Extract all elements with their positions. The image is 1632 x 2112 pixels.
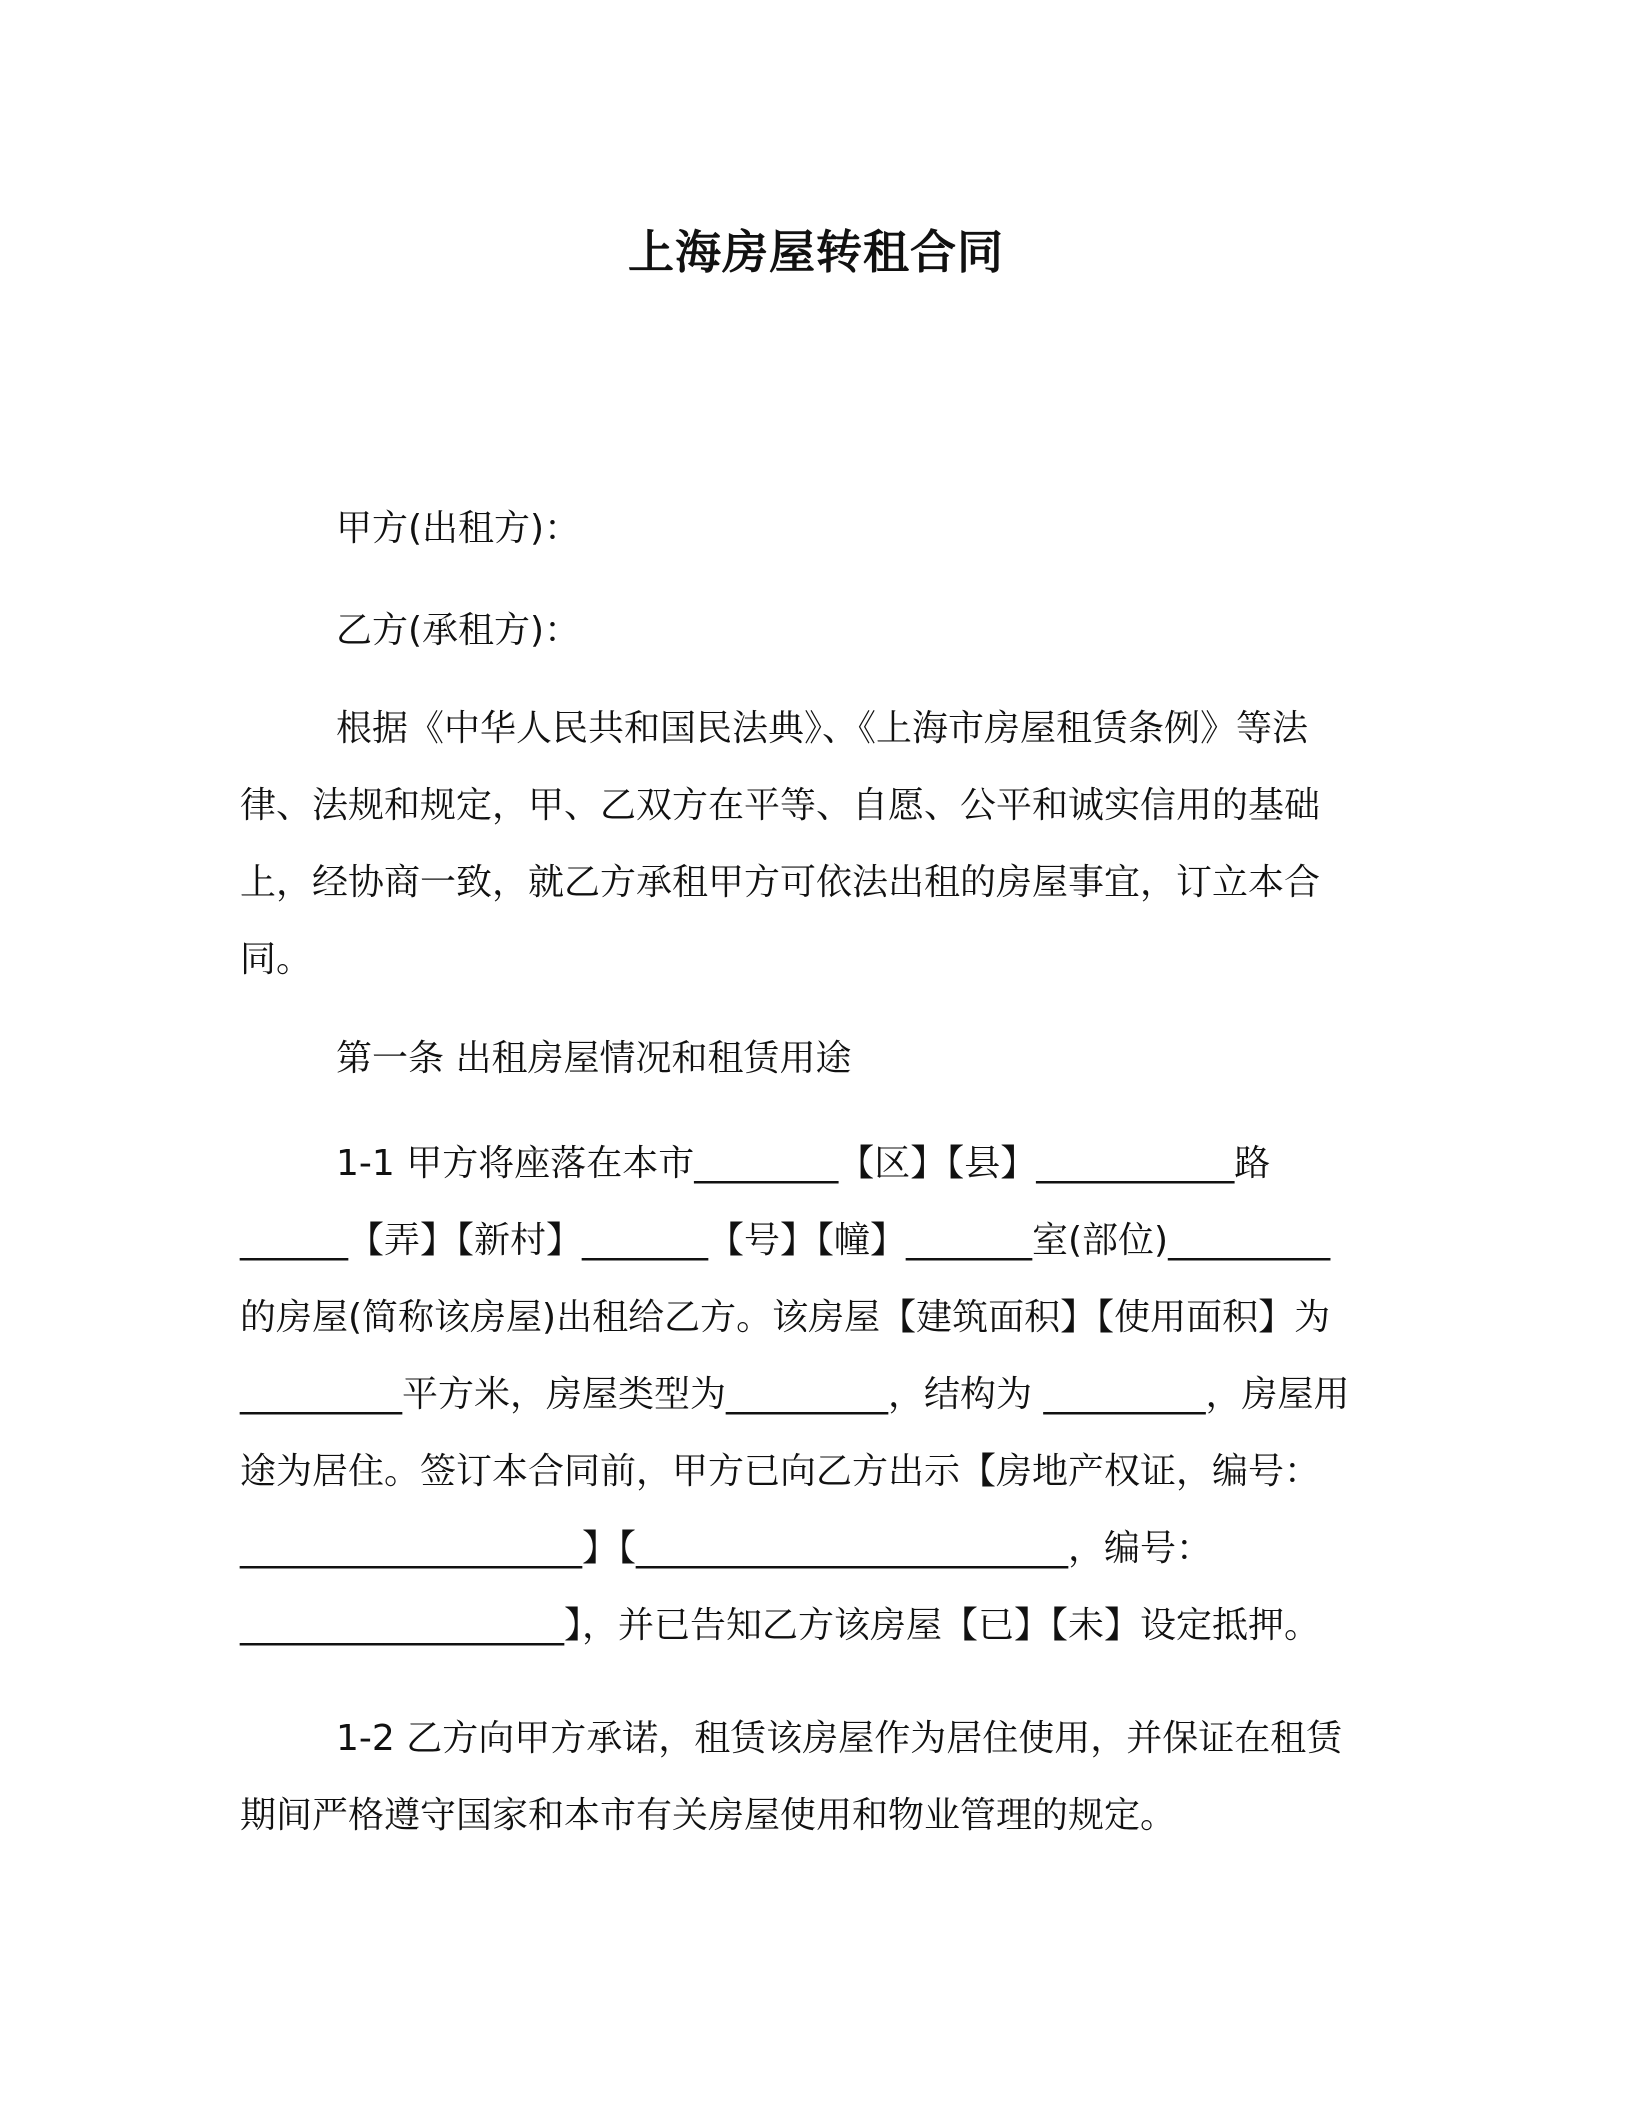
section-heading: 第一条 出租房屋情况和租赁用途 <box>336 1038 852 1079</box>
paragraph-line: 1-1 甲方将座落在本市________【区】【县】___________路 <box>336 1143 1271 1184</box>
paragraph-line: 律、法规和规定，甲、乙双方在平等、自愿、公平和诚实信用的基础 <box>240 785 1321 826</box>
intro-paragraph <box>240 690 1380 998</box>
paragraph-line: 同。 <box>240 939 313 980</box>
paragraph-line: __________________】，并已告知乙方该房屋【已】【未】设定抵押。 <box>240 1605 1321 1646</box>
paragraph-line: ___________________】【________________________，编号： <box>240 1528 1213 1569</box>
paragraph-line: 根据《中华人民共和国民法典》、《上海市房屋租赁条例》等法 <box>336 708 1309 749</box>
document-title: 上海房屋转租合同 <box>628 225 1004 279</box>
party-a-label: 甲方(出租方)： <box>336 508 581 549</box>
paragraph-line: 上，经协商一致，就乙方承租甲方可依法出租的房屋事宜，订立本合 <box>240 862 1321 903</box>
paragraph-line: ______【弄】【新村】_______【号】【幢】_______室(部位)_________ <box>240 1220 1331 1261</box>
party-b-line <box>240 592 1380 669</box>
article-1-heading <box>240 1020 1380 1097</box>
party-a-line <box>240 490 1380 567</box>
clause-1-1 <box>240 1125 1380 1664</box>
paragraph-line: 1-2 乙方向甲方承诺，租赁该房屋作为居住使用，并保证在租赁 <box>336 1718 1343 1759</box>
paragraph-line: 的房屋(简称该房屋)出租给乙方。该房屋【建筑面积】【使用面积】为 <box>240 1297 1331 1338</box>
clause-1-2 <box>240 1700 1380 1854</box>
paragraph-line: 途为居住。签订本合同前，甲方已向乙方出示【房地产权证，编号： <box>240 1451 1321 1492</box>
paragraph-line: 期间严格遵守国家和本市有关房屋使用和物业管理的规定。 <box>240 1795 1177 1836</box>
party-b-label: 乙方(承租方)： <box>336 610 581 651</box>
paragraph-line: _________平方米，房屋类型为_________，结构为 _________，房屋用 <box>240 1374 1350 1415</box>
